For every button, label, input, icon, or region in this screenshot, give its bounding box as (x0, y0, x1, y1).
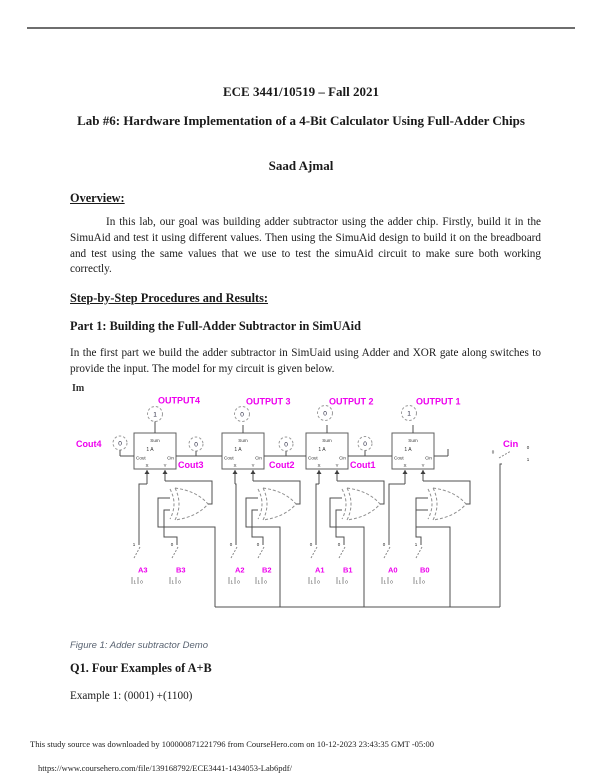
chip3-y-pin-label: Y (163, 463, 167, 468)
author-name: Saad Ajmal (268, 158, 334, 173)
part1-heading: Part 1: Building the Full-Adder Subtractor in SimUAid (70, 319, 361, 333)
chip0-body-label: 1 A (404, 447, 412, 453)
adder-chip-bit0 (392, 433, 434, 484)
footer-url[interactable]: https://www.coursehero.com/file/139168792/ECE3441-1434053-Lab6pdf/ (38, 763, 292, 773)
q1-heading: Q1. Four Examples of A+B (70, 661, 212, 675)
chip0-cin-pin-label: Cin (425, 455, 432, 461)
switch-a2-label: A2 (235, 565, 245, 575)
output-labels (158, 396, 461, 407)
adder-chip-bit3 (134, 433, 176, 484)
cin-lever (499, 451, 511, 458)
footer-download-note: This study source was downloaded by 100000871221796 from CourseHero.com on 10-12-2023 23:43:35 GMT -05:00 (30, 739, 435, 749)
chip3-x-pin-label: X (145, 463, 149, 468)
overview-paragraph: In this lab, our goal was building adder subtractor using the adder chip. Firstly, build it in the SimuAid and test it using different values. Then using the SimuAid design to build it on the breadboard and test using the same values that we use to test the simuAid circuit to make sure both working correctly. (70, 216, 541, 276)
switch-a3-value: 1 (132, 542, 136, 547)
switch-a3-scale: 1 0 (133, 579, 145, 585)
switch-b1 (337, 542, 353, 585)
chip1-cin-pin-label: Cin (339, 455, 346, 461)
switch-a1 (309, 542, 325, 585)
output3-value: 0 (240, 411, 244, 419)
chip2-body-label: 1 A (234, 447, 242, 453)
cout3-value: 0 (194, 441, 198, 449)
figure-caption: Figure 1: Adder subtractor Demo (70, 640, 208, 651)
chip0-x-pin-label: X (403, 463, 407, 468)
cin-scale-bottom: 1 (526, 457, 530, 462)
chip3-sum-pin-label: Sum (150, 438, 160, 443)
procedures-heading: Step-by-Step Procedures and Results: (70, 291, 269, 305)
cout1-label: Cout1 (350, 460, 376, 470)
switch-b1-scale: 1 0 (338, 579, 350, 585)
example1-text: Example 1: (0001) +(1100) (70, 690, 193, 702)
chip2-cin-pin-label: Cin (255, 455, 262, 461)
switch-a0-scale: 1 0 (383, 579, 395, 585)
switch-b2-value: 0 (256, 542, 260, 547)
chip2-y-pin-label: Y (251, 463, 255, 468)
switch-b3-value: 0 (170, 542, 174, 547)
chip0-y-pin-label: Y (421, 463, 425, 468)
switch-a3-label: A3 (138, 565, 148, 575)
switch-a0-value: 0 (382, 542, 386, 547)
switch-b3-label: B3 (176, 565, 186, 575)
cout4-value: 0 (118, 440, 122, 448)
output4-label: OUTPUT4 (158, 395, 201, 406)
cout2-label: Cout2 (269, 460, 295, 470)
switch-a0 (382, 542, 398, 585)
adder-chip-bit1 (306, 433, 348, 484)
cin-label: Cin (503, 439, 519, 450)
output2-label: OUTPUT 2 (329, 396, 374, 407)
switch-b0-scale: 1 0 (415, 579, 427, 585)
course-title: ECE 3441/10519 – Fall 2021 (222, 84, 379, 99)
cout4-label: Cout4 (76, 439, 102, 449)
switch-a1-label: A1 (315, 565, 325, 575)
chip1-y-pin-label: Y (335, 463, 339, 468)
switch-a1-scale: 1 0 (310, 579, 322, 585)
chip3-cout-pin-label: Cout (136, 455, 146, 461)
cin-switch (492, 439, 530, 462)
chip3-cin-pin-label: Cin (167, 455, 174, 461)
cout1-value: 0 (363, 441, 367, 448)
chip1-cout-pin-label: Cout (308, 455, 318, 461)
switch-a2-scale: 1 0 (230, 579, 242, 585)
overview-heading: Overview: (70, 191, 125, 205)
chip1-body-label: 1 A (318, 447, 326, 453)
cout2-value: 0 (284, 441, 288, 449)
xor-gate-bit1 (342, 488, 380, 520)
chip2-sum-pin-label: Sum (238, 438, 248, 443)
xor-gate-bit2 (258, 488, 296, 520)
circuit-figure (28, 392, 580, 638)
switch-b1-value: 0 (337, 542, 341, 547)
switch-a3 (132, 542, 148, 585)
switch-a2-value: 0 (229, 542, 233, 547)
switch-a0-label: A0 (388, 565, 398, 575)
output1-value: 1 (407, 410, 411, 418)
output-probes (148, 406, 417, 422)
chip2-cout-pin-label: Cout (224, 455, 234, 461)
output4-value: 1 (153, 411, 157, 419)
part1-paragraph: In the first part we build the adder subtractor in SimUaid using Adder and XOR gate along switches to provide the input. The model for my circuit is given below. (70, 347, 541, 375)
chip1-sum-pin-label: Sum (322, 438, 332, 443)
output2-value: 0 (323, 410, 327, 418)
cin-value: 0 (491, 449, 495, 455)
switch-b1-label: B1 (343, 565, 353, 575)
switch-b0-label: B0 (420, 565, 430, 575)
switch-b3 (170, 542, 186, 585)
cin-scale-top: 0 (526, 445, 530, 450)
chip0-cout-pin-label: Cout (394, 455, 404, 461)
switch-b0-value: 1 (414, 542, 418, 547)
chip0-sum-pin-label: Sum (408, 438, 418, 443)
chip3-body-label: 1 A (146, 447, 154, 453)
switch-b2-label: B2 (262, 565, 272, 575)
switch-b3-scale: 1 0 (171, 579, 183, 585)
switch-a2 (229, 542, 245, 585)
switch-a1-value: 0 (309, 542, 313, 547)
switch-b2-scale: 1 0 (257, 579, 269, 585)
top-rule (27, 27, 575, 29)
lab-title: Lab #6: Hardware Implementation of a 4-Bit Calculator Using Full-Adder Chips (77, 113, 525, 128)
output3-label: OUTPUT 3 (246, 396, 291, 407)
chip2-x-pin-label: X (233, 463, 237, 468)
chip1-x-pin-label: X (317, 463, 321, 468)
output1-label: OUTPUT 1 (416, 396, 461, 407)
switch-b2 (256, 542, 272, 585)
adder-chip-bit2 (222, 433, 264, 484)
cout3-label: Cout3 (178, 460, 204, 470)
xor-gate-bit0 (428, 488, 466, 520)
xor-gates (170, 488, 466, 520)
input-switches (132, 542, 430, 585)
xor-gate-bit3 (170, 488, 208, 520)
switch-b0 (414, 542, 430, 585)
clipped-word: Im (72, 383, 85, 391)
